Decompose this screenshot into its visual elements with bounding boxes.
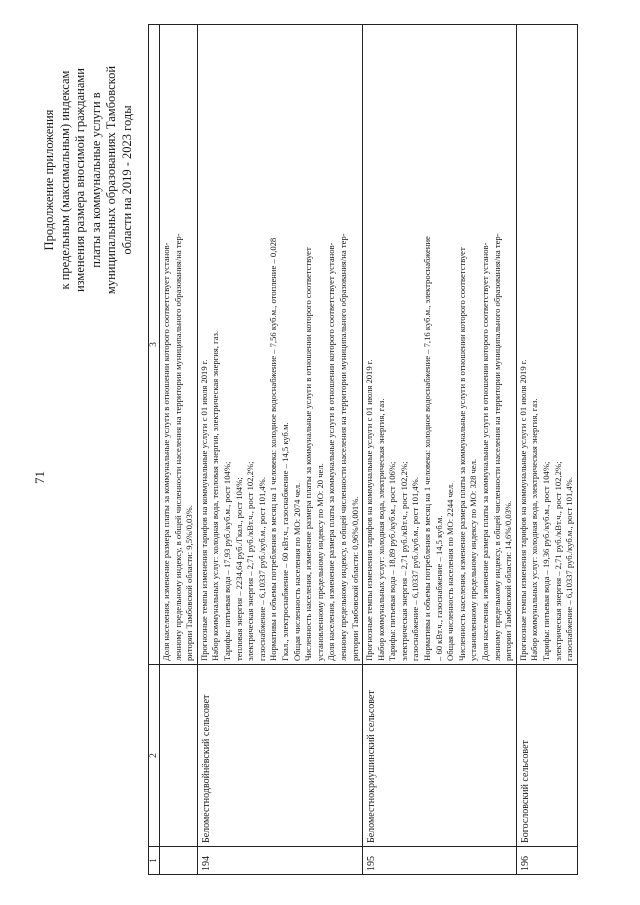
table-row xyxy=(160,25,198,875)
description-line: ритории Тамбовской области: 9,5%/0,03%. xyxy=(184,505,195,661)
description-line: электрическая энергия – 2,71 руб./кВт.ч., рост 102,2%; xyxy=(398,461,409,661)
page-number: 71 xyxy=(32,471,47,484)
description-line: Общая численность населения по МО: 2244 чел. xyxy=(445,482,456,661)
description-line: ритории Тамбовской области: 14,6%/0,03%. xyxy=(503,500,514,661)
tariff-description xyxy=(160,25,198,665)
description-line: Нормативы и объемы потребления в месяц на 1 человека: холодное водоснабжение – 7,56 куб.м., отопление – 0,028 xyxy=(268,237,279,661)
table-row xyxy=(197,25,362,875)
description-line: Набор коммунальных услуг: холодная вода, тепловая энергия, электрическая энергия, газ. xyxy=(210,331,221,661)
row-number: 194 xyxy=(197,847,362,875)
description-line: Гкал., электроснабжение – 60 кВт.ч., газоснабжение – 14,5 куб.м. xyxy=(279,422,290,661)
heading-line: платы за коммунальные услуги в xyxy=(88,92,103,268)
table-row xyxy=(363,25,517,875)
description-line: ритории Тамбовской области: 0,96%/0,001%. xyxy=(349,496,360,661)
municipality-name: Беломестнодвойнёвский сельсовет xyxy=(197,665,362,847)
description-line: ленному предельному индексу, в общей численности населения на территории муниципального образования/на тер- xyxy=(337,233,348,661)
description-line: электрическая энергия – 2,71 руб./кВт.ч., рост 102,2%; xyxy=(245,461,256,661)
heading-line: к предельным (максимальным) индексам xyxy=(57,70,72,290)
description-line: – 60 кВт.ч., газоснабжение – 14,5 куб.м. xyxy=(433,515,444,661)
heading-line: муниципальных образованиях Тамбовской xyxy=(104,65,118,295)
tariff-description xyxy=(363,25,517,665)
description-line: Тарифы: питьевая вода – 18,89 руб./куб.м., рост 106%; xyxy=(387,461,398,661)
municipality-name xyxy=(160,665,198,847)
row-number: 195 xyxy=(363,847,517,875)
column-header: 3 xyxy=(149,25,160,665)
description-line: установленному предельному индексу по МО: 328 чел. xyxy=(468,458,479,661)
description-line: Прогнозные темпы изменения тарифов на коммунальные услуги с 01 июля 2019 г. xyxy=(517,359,528,661)
municipality-name: Беломестнокриушинский сельсовет xyxy=(363,665,517,847)
row-number: 196 xyxy=(516,847,577,875)
description-line: ленному предельному индексу, в общей численности населения на территории муниципального образования/на тер- xyxy=(172,233,183,661)
heading-line: изменения размера вносимой гражданами xyxy=(73,68,87,293)
table-row xyxy=(516,25,577,875)
description-line: Численность населения, изменение размера платы за коммунальные услуги в отношении которого соответствует xyxy=(303,247,314,661)
description-line: газоснабжение – 6,10337 руб./куб.м., рост 101,4%. xyxy=(564,477,575,661)
description-line: Нормативы и объемы потребления в месяц на 1 человека: холодное водоснабжение – 7,16 куб.м., электроснабжение xyxy=(422,236,433,661)
indices-table xyxy=(148,24,578,875)
column-header: 1 xyxy=(149,847,160,875)
description-line: газоснабжение – 6,10337 руб./куб.м., рост 101,4%. xyxy=(256,477,267,661)
municipality-name: Богословский сельсовет xyxy=(516,665,577,847)
description-line: Доля населения, изменение размера платы за коммунальные услуги в отношении которого соответствует установ- xyxy=(161,242,171,661)
description-line: Доля населения, изменение размера платы за коммунальные услуги в отношении которого соответствует установ- xyxy=(326,242,337,661)
description-line: установленному предельному индексу по МО: 20 чел. xyxy=(314,463,325,661)
description-line: Прогнозные темпы изменения тарифов на коммунальные услуги с 01 июля 2019 г. xyxy=(364,359,375,661)
description-line: Тарифы: питьевая вода – 17,93 руб./куб.м., рост 104%; xyxy=(221,461,232,661)
description-line: газоснабжение – 6,10337 руб./куб.м., рост 101,4%. xyxy=(410,477,421,661)
description-line: Тарифы: питьевая вода – 19,36 руб./куб.м., рост 104%; xyxy=(541,461,551,661)
description-line: Набор коммунальных услуг: холодная вода, электрическая энергия, газ. xyxy=(529,398,540,661)
row-number xyxy=(160,847,198,875)
description-line: Набор коммунальных услуг: холодная вода, электрическая энергия, газ. xyxy=(375,398,386,661)
tariff-description xyxy=(516,25,577,665)
column-header: 2 xyxy=(149,665,160,847)
table-header-row xyxy=(149,25,160,875)
description-line: Прогнозные темпы изменения тарифов на коммунальные услуги с 01 июля 2019 г. xyxy=(198,359,209,661)
description-line: ленному предельному индексу, в общей численности населения на территории муниципального образования/на тер- xyxy=(491,233,502,661)
tariff-description xyxy=(197,25,362,665)
description-line: электрическая энергия – 2,71 руб./кВт.ч., рост 102,2%; xyxy=(552,461,563,661)
heading-line: Продолжение приложения xyxy=(42,109,56,251)
description-line: тепловая энергия – 2234,64 руб./Гкал., рост 104%; xyxy=(233,477,244,661)
description-line: Общая численность населения по МО: 2074 чел. xyxy=(291,482,302,661)
heading-line: области на 2019 - 2023 годы xyxy=(119,105,134,255)
appendix-heading xyxy=(42,15,135,345)
description-line: Доля населения, изменение размера платы за коммунальные услуги в отношении которого соответствует установ- xyxy=(480,242,491,661)
description-line: Численность населения, изменение размера платы за коммунальные услуги в отношении которого соответствует xyxy=(456,247,467,661)
